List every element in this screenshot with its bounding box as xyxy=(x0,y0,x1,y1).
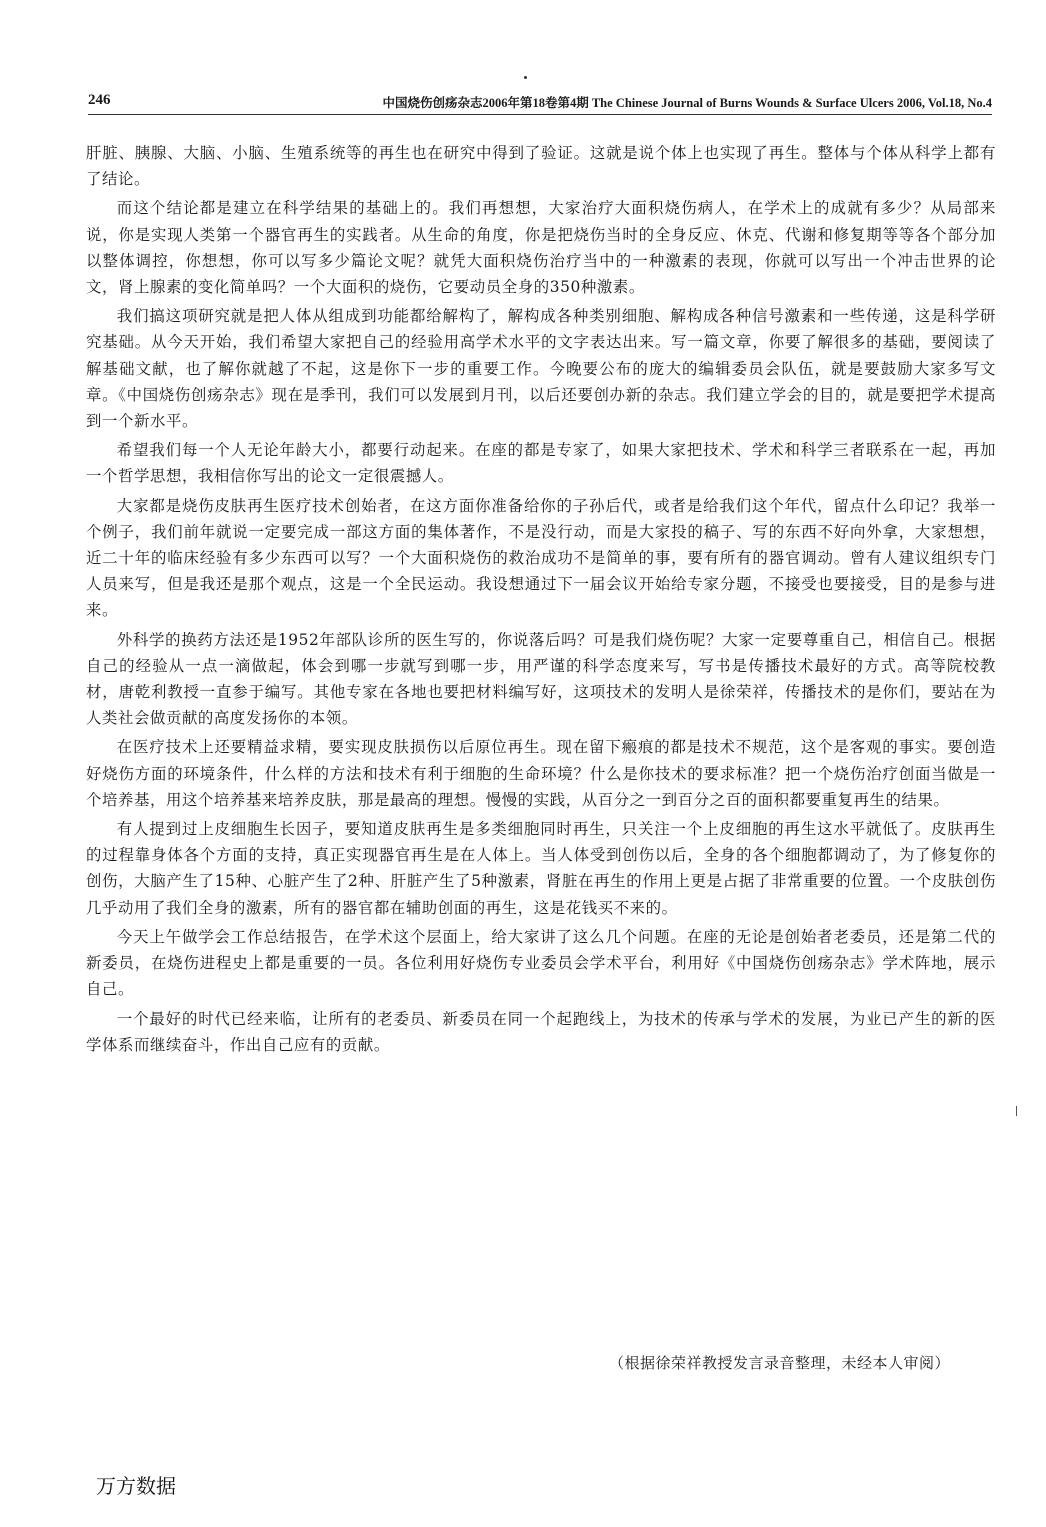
paragraph-5: 大家都是烧伤皮肤再生医疗技术创始者，在这方面你准备给你的子孙后代，或者是给我们这个年代，留点什么印记？我举一个例子，我们前年就说一定要完成一部这方面的集体著作，不是没行动，而是大家投的稿子、写的东西不好向外拿，大家想想，近二十年的临床经验有多少东西可以写？一个大面积烧伤的救治成功不是简单的事，要有所有的器官调动。曾有人建议组织专门人员来写，但是我还是那个观点，这是一个全民运动。我设想通过下一届会议开始给专家分题，不接受也要接受，目的是参与进来。 xyxy=(86,496,996,620)
scan-speck xyxy=(524,76,527,79)
paragraph-1: 肝脏、胰腺、大脑、小脑、生殖系统等的再生也在研究中得到了验证。这就是说个体上也实现了再生。整体与个体从科学上都有了结论。 xyxy=(86,144,996,189)
running-header xyxy=(88,90,992,115)
page-number: 246 xyxy=(88,92,111,108)
paragraph-6: 外科学的换药方法还是1952年部队诊所的医生写的，你说落后吗？可是我们烧伤呢？大家一定要尊重自己，相信自己。根据自己的经验从一点一滴做起，体会到哪一步就写到哪一步，用严谨的科学态度来写，写书是传播技术最好的方式。高等院校教材，唐乾利教授一直参于编写。其他专家在各地也要把材料编写好，这项技术的发明人是徐荣祥，传播技术的是你们，要站在为人类社会做贡献的高度发扬你的本领。 xyxy=(86,630,996,728)
paragraph-7: 在医疗技术上还要精益求精，要实现皮肤损伤以后原位再生。现在留下瘢痕的都是技术不规范，这个是客观的事实。要创造好烧伤方面的环境条件，什么样的方法和技术有利于细胞的生命环境？什么是你技术的要求标准？把一个烧伤治疗创面当做是一个培养基，用这个培养基来培养皮肤，那是最高的理想。慢慢的实践，从百分之一到百分之百的面积都要重复再生的结果。 xyxy=(86,738,996,809)
paragraph-9: 今天上午做学会工作总结报告，在学术这个层面上，给大家讲了这么几个问题。在座的无论是创始者老委员，还是第二代的新委员，在烧伤进程史上都是重要的一员。各位利用好烧伤专业委员会学术平台，利用好《中国烧伤创疡杂志》学术阵地，展示自己。 xyxy=(86,927,996,999)
paragraph-2: 而这个结论都是建立在科学结果的基础上的。我们再想想，大家治疗大面积烧伤病人，在学术上的成就有多少？从局部来说，你是实现人类第一个器官再生的实践者。从生命的角度，你是把烧伤当时的全身反应、休克、代谢和修复期等等各个部分加以整体调控，你想想，你可以写多少篇论文呢？就凭大面积烧伤治疗当中的一种激素的表现，你就可以写出一个冲击世界的论文，肾上腺素的变化简单吗？一个大面积的烧伤，它要动员全身的350种激素。 xyxy=(86,199,996,297)
paragraph-8: 有人提到过上皮细胞生长因子，要知道皮肤再生是多类细胞同时再生，只关注一个上皮细胞的再生这水平就低了。皮肤再生的过程靠身体各个方面的支持，真正实现器官再生是在人体上。当人体受到创伤以后，全身的各个细胞都调动了，为了修复你的创伤，大脑产生了15种、心脏产生了2种、肝脏产生了5种激素，肾脏在再生的作用上更是占据了非常重要的位置。一个皮肤创伤几乎动用了我们全身的激素，所有的器官都在辅助创面的再生，这是花钱买不来的。 xyxy=(86,820,996,917)
paragraph-4: 希望我们每一个人无论年龄大小，都要行动起来。在座的都是专家了，如果大家把技术、学术和科学三者联系在一起，再加一个哲学思想，我相信你写出的论文一定很震撼人。 xyxy=(86,441,996,486)
margin-mark xyxy=(1016,1106,1017,1116)
paragraph-10: 一个最好的时代已经来临，让所有的老委员、新委员在同一个起跑线上，为技术的传承与学术的发展，为业已产生的新的医学体系而继续奋斗，作出自己应有的贡献。 xyxy=(86,1009,996,1054)
article-body xyxy=(86,140,996,1061)
database-watermark: 万方数据 xyxy=(96,1474,176,1498)
paragraph-3: 我们搞这项研究就是把人体从组成到功能都给解构了，解构成各种类别细胞、解构成各种信号激素和一些传递，这是科学研究基础。从今天开始，我们希望大家把自己的经验用高学术水平的文字表达出来。写一篇文章，你要了解很多的基础，要阅读了解基础文献，也了解你就越了不起，这是你下一步的重要工作。今晚要公布的庞大的编辑委员会队伍，就是要鼓励大家多写文章。《中国烧伤创疡杂志》现在是季刊，我们可以发展到月刊，以后还要创办新的杂志。我们建立学会的目的，就是要把学术提高到一个新水平。 xyxy=(86,307,996,431)
journal-citation: 中国烧伤创疡杂志2006年第18卷第4期 The Chinese Journal of Burns Wounds & Surface Ulcers 2006, Vol.18, No.4 xyxy=(382,96,992,110)
editor-note: （根据徐荣祥教授发言录音整理，未经本人审阅） xyxy=(608,1354,950,1372)
